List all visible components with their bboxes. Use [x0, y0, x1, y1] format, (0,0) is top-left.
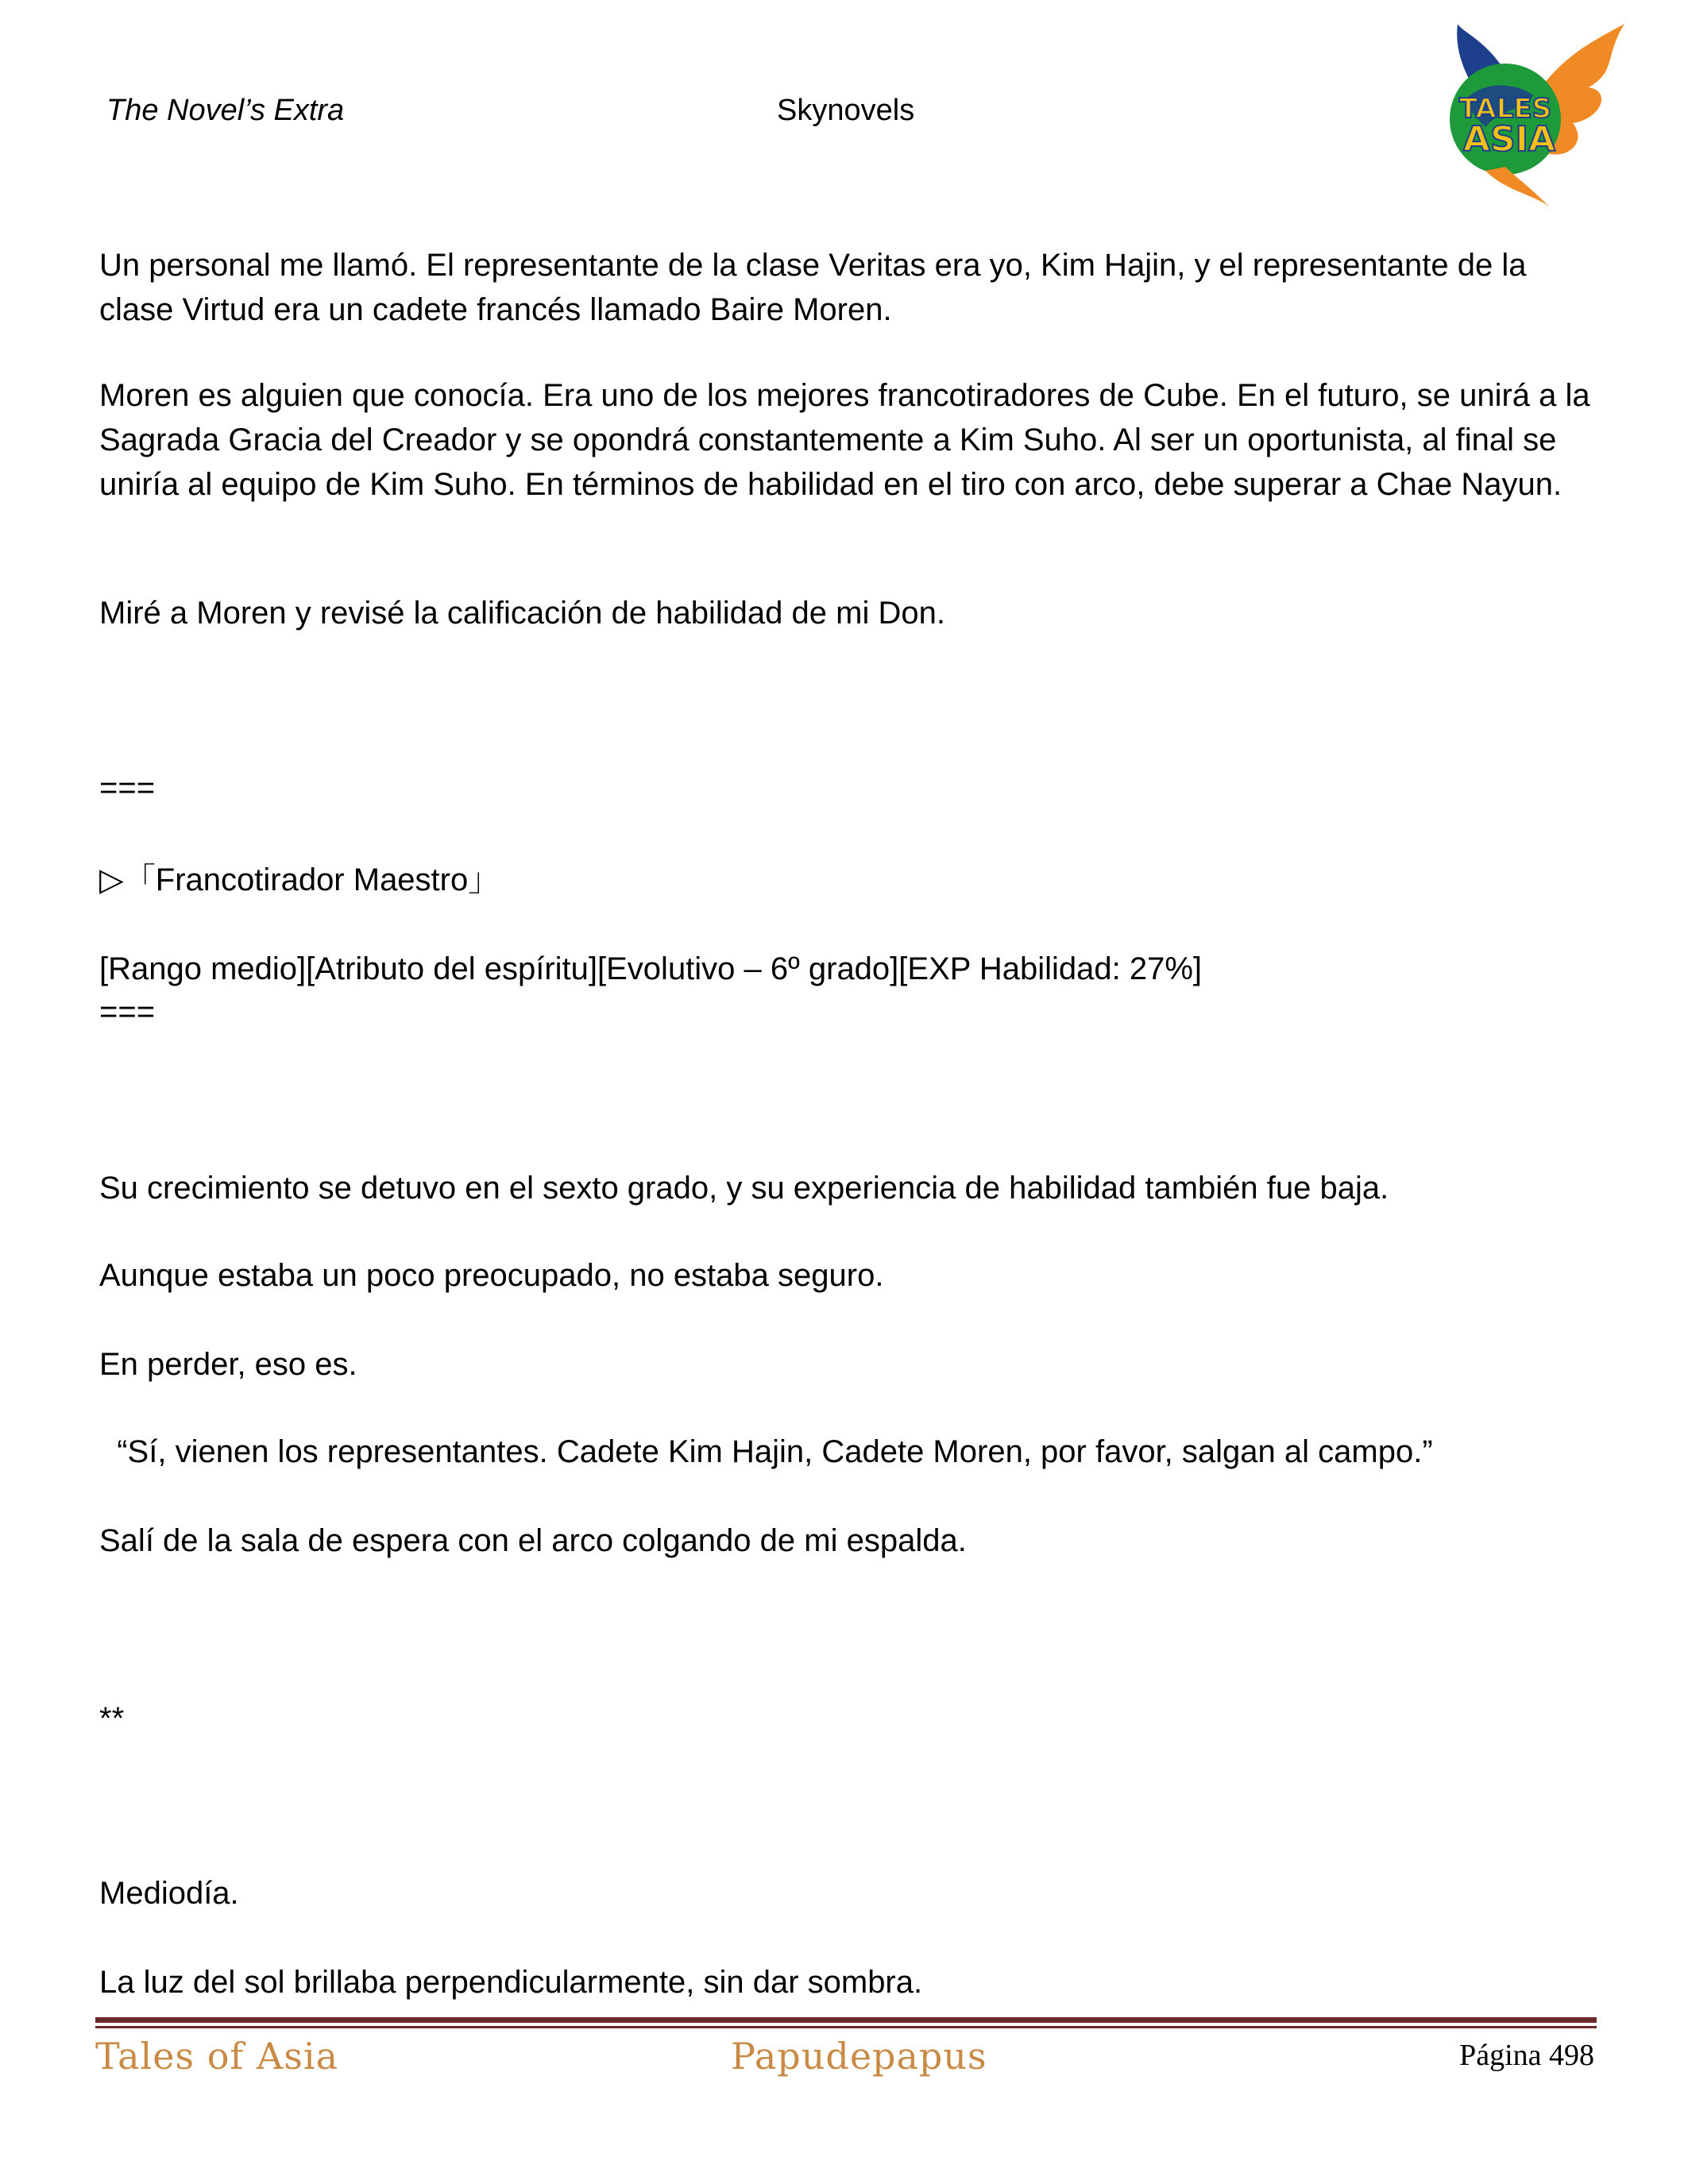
paragraph-4: Su crecimiento se detuvo en el sexto grado, y su experiencia de habilidad también fue baja.	[99, 1171, 1389, 1206]
paragraph-6: En perder, eso es.	[99, 1347, 357, 1382]
logo-text-bottom: ASIA	[1462, 119, 1556, 160]
tales-of-asia-logo	[1430, 24, 1628, 206]
paragraph-1: Un personal me llamó. El representante de la clase Veritas era yo, Kim Hajin, y el representante de la clase Virtud era un cadete francés llamado Baire Moren.	[99, 248, 1527, 327]
logo-text-top: TALES	[1458, 93, 1552, 125]
skill-name: ▷「Francotirador Maestro」	[99, 862, 500, 897]
paragraph-9: La luz del sol brillaba perpendicularmente, sin dar sombra.	[99, 1965, 923, 2000]
skill-attributes: [Rango medio][Atributo del espíritu][Evolutivo – 6º grado][EXP Habilidad: 27%]	[99, 951, 1203, 986]
system-divider-bottom: ===	[99, 994, 156, 1029]
dialogue-line: “Sí, vienen los representantes. Cadete Kim Hajin, Cadete Moren, por favor, salgan al campo.”	[99, 1434, 1433, 1469]
footer-rule-thin	[95, 2026, 1597, 2028]
footer-rule-thick	[95, 2017, 1597, 2023]
footer-page-number: Página 498	[1459, 2039, 1594, 2072]
system-divider-top: ===	[99, 770, 156, 805]
scene-break: **	[99, 1701, 125, 1736]
paragraph-2: Moren es alguien que conocía. Era uno de los mejores francotiradores de Cube. En el futuro, se unirá a la Sagrada Gracia del Creador y se opondrá constantemente a Kim Suho. Al ser un oportunista, al final se uniría al equipo de Kim Suho. En términos de habilidad en el tiro con arco, debe superar a Chae Nayun.	[99, 378, 1590, 502]
paragraph-7: Salí de la sala de espera con el arco colgando de mi espalda.	[99, 1523, 967, 1558]
header-novel-title: The Novel’s Extra	[106, 94, 345, 127]
footer-publisher: Tales of Asia	[95, 2035, 339, 2078]
paragraph-3: Miré a Moren y revisé la calificación de habilidad de mi Don.	[99, 596, 945, 631]
header-site-name: Skynovels	[777, 94, 915, 127]
paragraph-8: Mediodía.	[99, 1876, 239, 1911]
paragraph-5: Aunque estaba un poco preocupado, no estaba seguro.	[99, 1258, 884, 1293]
footer-translator: Papudepapus	[731, 2035, 987, 2078]
